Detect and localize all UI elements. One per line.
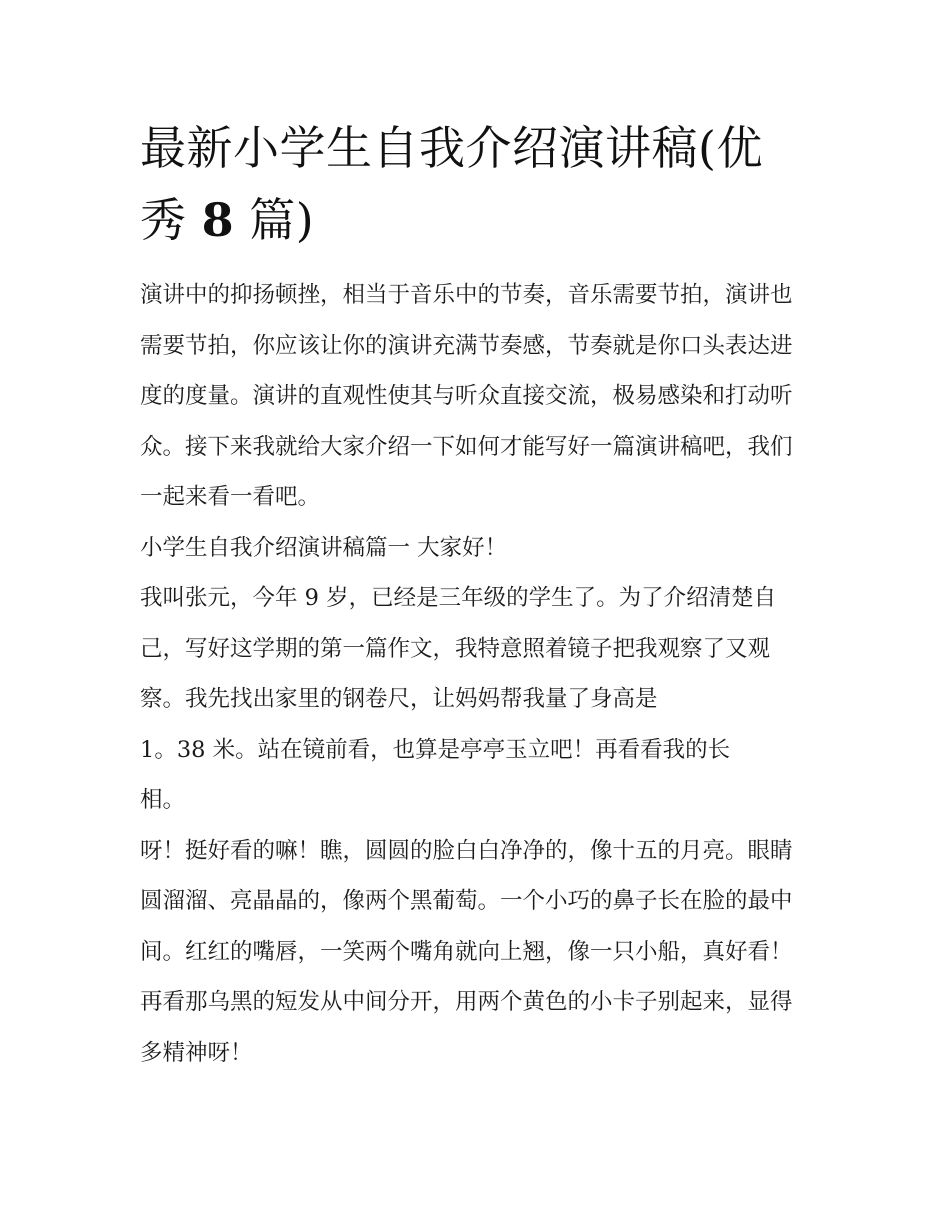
title-line-2-pre: 秀 xyxy=(140,193,187,247)
title-line-1: 最新小学生自我介绍演讲稿(优 xyxy=(140,121,763,175)
document-page xyxy=(140,112,812,1078)
intro-paragraph: 演讲中的抑扬顿挫，相当于音乐中的节奏，音乐需要节拍，演讲也需要节拍，你应该让你的演讲充满节奏感，节奏就是你口头表达进度的度量。演讲的直观性使其与听众直接交流，极易感染和打动听众。接下来我就给大家介绍一下如何才能写好一篇演讲稿吧，我们一起来看一看吧。 xyxy=(140,282,793,510)
title-number: 8 xyxy=(201,193,235,247)
title-line-2-post: 篇) xyxy=(249,193,315,247)
self-intro-paragraph: 我叫张元，今年 9 岁，已经是三年级的学生了。为了介绍清楚自己，写好这学期的第一篇作文，我特意照着镜子把我观察了又观察。我先找出家里的钢卷尺，让妈妈帮我量了身高是 1。38 米。站在镜前看，也算是亭亭玉立吧！再看看我的长 相。 xyxy=(140,585,777,813)
appearance-paragraph: 呀！挺好看的嘛！瞧，圆圆的脸白白净净的，像十五的月亮。眼睛圆溜溜、亮晶晶的，像两个黑葡萄。一个小巧的鼻子长在脸的最中间。红红的嘴唇，一笑两个嘴角就向上翘，像一只小船，真好看！再看那乌黑的短发从中间分开，用两个黄色的小卡子别起来，显得多精神呀！ xyxy=(140,837,793,1066)
document-title xyxy=(140,112,812,256)
section-heading-paragraph: 小学生自我介绍演讲稿篇一 大家好！ xyxy=(140,534,508,561)
